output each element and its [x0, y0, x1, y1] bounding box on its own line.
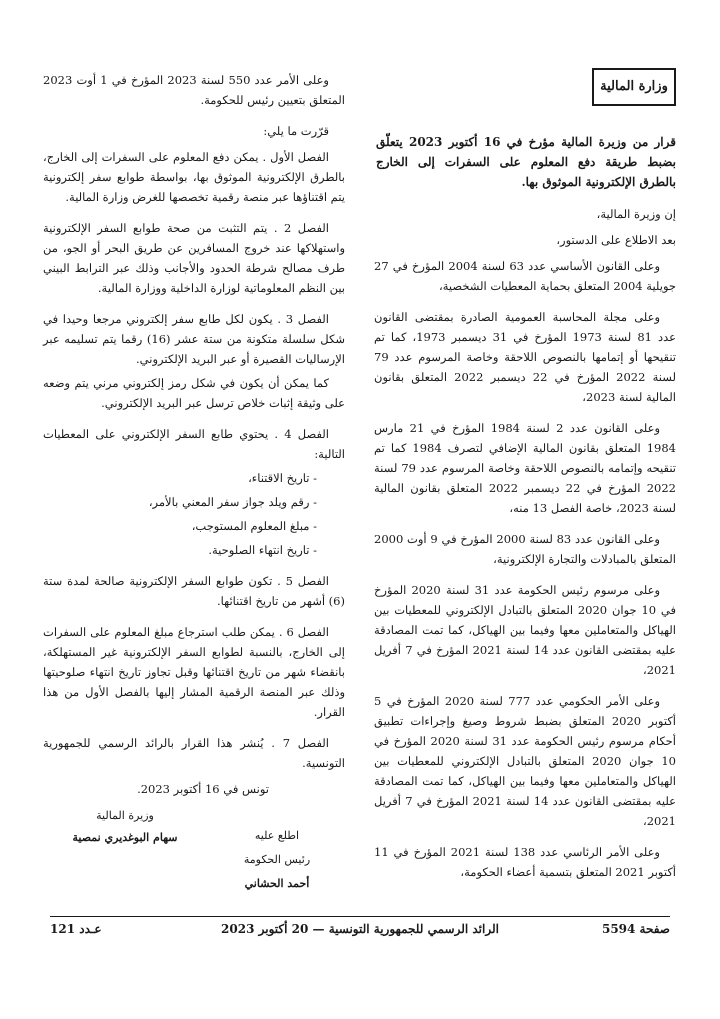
date-line: تونس في 16 أكتوبر 2023.	[137, 782, 269, 796]
list-item: - مبلغ المعلوم المستوجب،	[191, 519, 317, 533]
article-5: الفصل 5 . تكون طوابع السفر الإلكترونية صالحة لمدة ستة (6) أشهر من تاريخ اقتنائها.	[43, 574, 345, 608]
minister-title: وزيرة المالية	[96, 809, 154, 822]
right-column	[374, 204, 676, 893]
left-column	[43, 70, 345, 810]
preamble-paragraph: وعلى الأمر عدد 550 لسنة 2023 المؤرخ في 1 أوت 2023 المتعلق بتعيين رئيس للحكومة.	[43, 73, 345, 107]
preamble-paragraph: بعد الاطلاع على الدستور،	[556, 233, 676, 247]
preamble-paragraph: وعلى القانون عدد 2 لسنة 1984 المؤرخ في 21 مارس 1984 المتعلق بقانون المالية الإضافي لتصرف 1984 كما تم تنقيحه وإتمامه بالنصوص اللاحقة وخاصة المرسوم عدد 79 لسنة 2022 المؤرخ في 22 ديسمبر 2022 المتعلق بقانون المالية لسنة 2023، خاصة الفصل 13 منه،	[374, 421, 677, 515]
ministry-header: وزارة المالية	[592, 68, 676, 106]
list-item: - تاريخ الاقتناء،	[248, 471, 317, 485]
preamble-paragraph: وعلى مجلة المحاسبة العمومية الصادرة بمقتضى القانون عدد 81 لسنة 1973 المؤرخ في 31 ديسمبر 1973، كما تم تنقيحها أو إتمامها بالنصوص اللاحقة وخاصة المرسوم عدد 79 لسنة 2022 المؤرخ في 22 ديسمبر 2022 المتعلق بقانون المالية لسنة 2023،	[374, 310, 676, 404]
article-3-continued: كما يمكن أن يكون في شكل رمز إلكتروني مرني يتم وضعه على وثيقة إثبات خلاص ترسل عبر البريد الإلكتروني.	[43, 376, 345, 410]
preamble-paragraph: إن وزيرة المالية،	[596, 207, 676, 221]
decree-title: قرار من وزيرة المالية مؤرخ في 16 أكتوبر 2023 يتعلّق بضبط طريقة دفع المعلوم على السفرات إلى الخارج بالطرق الإلكترونية الموثوق بها.	[376, 135, 676, 189]
minister-name: سهام البوغديري نمصية	[72, 831, 178, 844]
preamble-paragraph: وعلى الأمر الحكومي عدد 777 لسنة 2020 المؤرخ في 5 أكتوبر 2020 المتعلق بضبط شروط وصيغ وإجراءات تطبيق أحكام مرسوم رئيس الحكومة عدد 31 لسنة 2020 المؤرخ في 10 جوان 2020 المتعلق بالتبادل الإلكتروني للمعطيات بين الهياكل والمتعاملين معها وفيما بين الهياكل، كما تمت المصادقة عليه بمقتضى القانون عدد 14 لسنة 2021 المؤرخ في 7 أفريل 2021،	[374, 694, 676, 828]
list-item: - تاريخ انتهاء الصلوحية.	[208, 543, 317, 557]
pm-name: أحمد الحشاني	[244, 877, 310, 890]
page-number: صفحة 5594	[601, 922, 670, 936]
decided-line: قرّرت ما يلي:	[263, 124, 329, 138]
article-4: الفصل 4 . يحتوي طابع السفر الإلكتروني على المعطيات التالية:	[43, 427, 345, 461]
preamble-paragraph: وعلى القانون الأساسي عدد 63 لسنة 2004 المؤرخ في 27 جويلية 2004 المتعلق بحماية المعطيات الشخصية،	[374, 259, 676, 293]
article-3: الفصل 3 . يكون لكل طابع سفر إلكتروني مرجعا وحيدا في شكل سلسلة متكونة من ستة عشر (16) رقما يتم تسليمه عبر الإرساليات القصيرة أو عبر البريد الإلكتروني.	[43, 312, 345, 366]
seen-label: اطلع عليه	[254, 829, 300, 842]
preamble-paragraph: وعلى الأمر الرئاسي عدد 138 لسنة 2021 المؤرخ في 11 أكتوبر 2021 المتعلق بتسمية أعضاء الحكومة،	[374, 845, 676, 879]
journal-title: الرائد الرسمي للجمهورية التونسية — 20 أكتوبر 2023	[221, 922, 499, 936]
preamble-paragraph: وعلى القانون عدد 83 لسنة 2000 المؤرخ في 9 أوت 2000 المتعلق بالمبادلات والتجارة الإلكترونية،	[374, 532, 676, 566]
article-1: الفصل الأول . يمكن دفع المعلوم على السفرات إلى الخارج، بالطرق الإلكترونية الموثوق بها، بواسطة طوابع سفر إلكترونية يتم اقتناؤها عبر منصة رقمية تخصصها للغرض وزارة المالية.	[43, 150, 345, 204]
article-6: الفصل 6 . يمكن طلب استرجاع مبلغ المعلوم على السفرات إلى الخارج، بالنسبة لطوابع السفر الإلكترونية غير المستهلكة، بانقضاء شهر من تاريخ اقتنائها وقبل تجاوز تاريخ انتهاء صلوحيتها وذلك عبر المنصة الرقمية المشار إليها بالفصل الأول من هذا القرار.	[43, 625, 345, 719]
minister-signature	[60, 806, 190, 848]
list-item: - رقم ويلد جواز سفر المعني بالأمر،	[148, 495, 317, 509]
pm-signature	[222, 826, 332, 894]
pm-title: رئيس الحكومة	[243, 853, 311, 866]
issue-number: عـدد 121	[50, 922, 102, 936]
article-2: الفصل 2 . يتم التثبت من صحة طوابع السفر الإلكترونية واستهلاكها عند خروج المسافرين عن طريق البحر أو الجو، من طرف مصالح شرطة الحدود والأجانب وذلك عبر الترابط البيني بين النظم المعلوماتية لوزارة الداخلية ووزارة المالية.	[43, 221, 345, 295]
preamble-paragraph: وعلى مرسوم رئيس الحكومة عدد 31 لسنة 2020 المؤرخ في 10 جوان 2020 المتعلق بالتبادل الإلكتروني للمعطيات بين الهياكل والمتعاملين معها وفيما بين الهياكل، كما تمت المصادقة عليه بمقتضى القانون عدد 14 لسنة 2021 المؤرخ في 7 أفريل 2021،	[374, 583, 676, 677]
footer-divider	[50, 916, 670, 917]
article-7: الفصل 7 . يُنشر هذا القرار بالرائد الرسمي للجمهورية التونسية.	[43, 736, 345, 770]
